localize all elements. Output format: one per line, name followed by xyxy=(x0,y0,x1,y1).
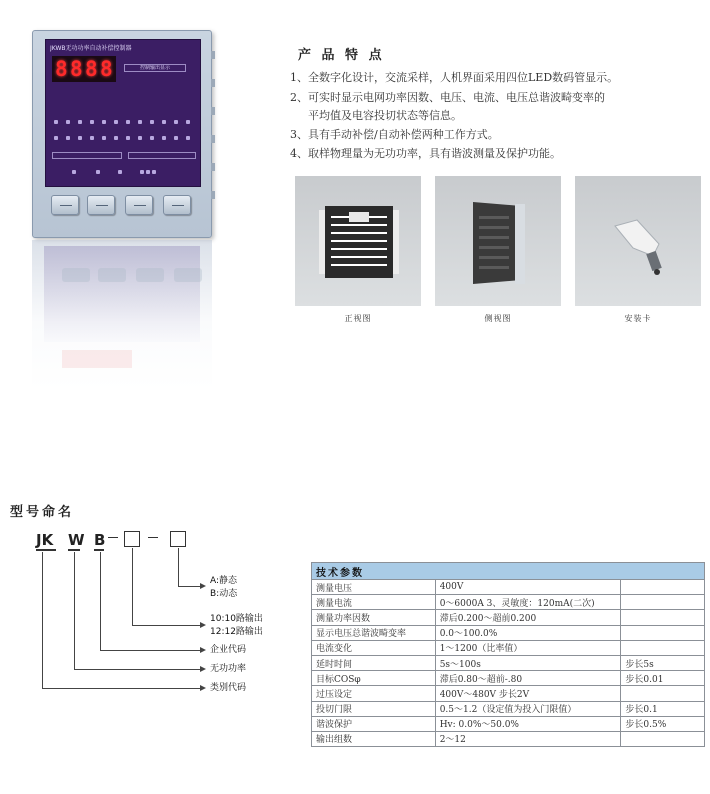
status-bar xyxy=(52,152,122,159)
table-row: 投切门限 0.5～1.2（设定值为投入门限值） 步长0.1 xyxy=(312,701,705,716)
table-row: 显示电压总谐波畸变率 0.0～100.0% xyxy=(312,625,705,640)
spec-table xyxy=(311,562,705,747)
table-row: 延时时间 5s～100s 步长5s xyxy=(312,655,705,670)
led-display xyxy=(52,56,116,82)
indicator-row xyxy=(52,120,196,126)
spec-header-row xyxy=(312,563,705,580)
code-output-box xyxy=(124,531,140,547)
table-row: 测量电压 400V xyxy=(312,580,705,595)
device-button xyxy=(163,195,191,215)
mounting-clip-photo xyxy=(575,176,701,306)
spec-header: 技术参数 xyxy=(312,563,705,580)
front-view-photo xyxy=(295,176,421,306)
device-button xyxy=(125,195,153,215)
label-enterprise-code: 企业代码 xyxy=(210,645,247,655)
device-reflection xyxy=(32,240,212,390)
indicator-row xyxy=(52,170,196,176)
table-row: 谐波保护 Hv: 0.0%～50.0% 步长0.5% xyxy=(312,716,705,731)
table-row: 过压设定 400V～480V 步长2V xyxy=(312,686,705,701)
features-heading: 产 品 特 点 xyxy=(298,48,385,63)
label-static: A:静态 xyxy=(210,576,238,586)
feature-item: 平均值及电容投切状态等信息。 xyxy=(308,109,462,122)
controller-photo xyxy=(32,30,212,238)
table-row: 测量功率因数 滞后0.200～超前0.200 xyxy=(312,610,705,625)
feature-item: 2、可实时显示电网功率因数、电压、电流、电压总谐波畸变率的 xyxy=(290,91,605,104)
led-digit: 8 xyxy=(55,57,68,81)
table-row: 输出组数 2～12 xyxy=(312,731,705,746)
led-digit: 8 xyxy=(70,57,83,81)
feature-item: 4、取样物理量为无功功率，具有谐波测量及保护功能。 xyxy=(290,147,561,160)
naming-heading: 型号命名 xyxy=(10,505,75,520)
code-mode-box xyxy=(170,531,186,547)
status-bar xyxy=(128,152,196,159)
code-jk: JK xyxy=(36,531,54,549)
photo-caption: 正视图 xyxy=(344,314,372,323)
device-title-label: JKWB无功功率自动补偿控制器 xyxy=(50,45,132,52)
indicator-row xyxy=(52,136,196,142)
led-digit: 8 xyxy=(100,57,113,81)
label-reactive-power: 无功功率 xyxy=(210,664,247,674)
led-digit: 8 xyxy=(85,57,98,81)
label-10-outputs: 10:10路输出 xyxy=(210,614,263,624)
code-b: B xyxy=(94,531,106,549)
label-12-outputs: 12:12路输出 xyxy=(210,627,263,637)
display-label: 控制输出显示 xyxy=(124,64,186,72)
photo-caption: 侧视图 xyxy=(484,314,512,323)
table-row: 测量电流 0～6000A 3、灵敏度：120mA(二次) xyxy=(312,595,705,610)
feature-item: 3、具有手动补偿/自动补偿两种工作方式。 xyxy=(290,128,499,141)
device-button xyxy=(51,195,79,215)
table-row: 电流变化 1～1200（比率值） xyxy=(312,640,705,655)
side-view-photo xyxy=(435,176,561,306)
photo-caption: 安装卡 xyxy=(624,314,652,323)
device-button xyxy=(87,195,115,215)
device-front-panel xyxy=(45,39,201,187)
label-category-code: 类别代码 xyxy=(210,683,247,693)
label-dynamic: B:动态 xyxy=(210,589,238,599)
feature-item: 1、全数字化设计，交流采样，人机界面采用四位LED数码管显示。 xyxy=(290,71,619,84)
table-row: 目标COSφ 滞后0.80～超前-.80 步长0.01 xyxy=(312,671,705,686)
code-w: W xyxy=(68,531,85,549)
